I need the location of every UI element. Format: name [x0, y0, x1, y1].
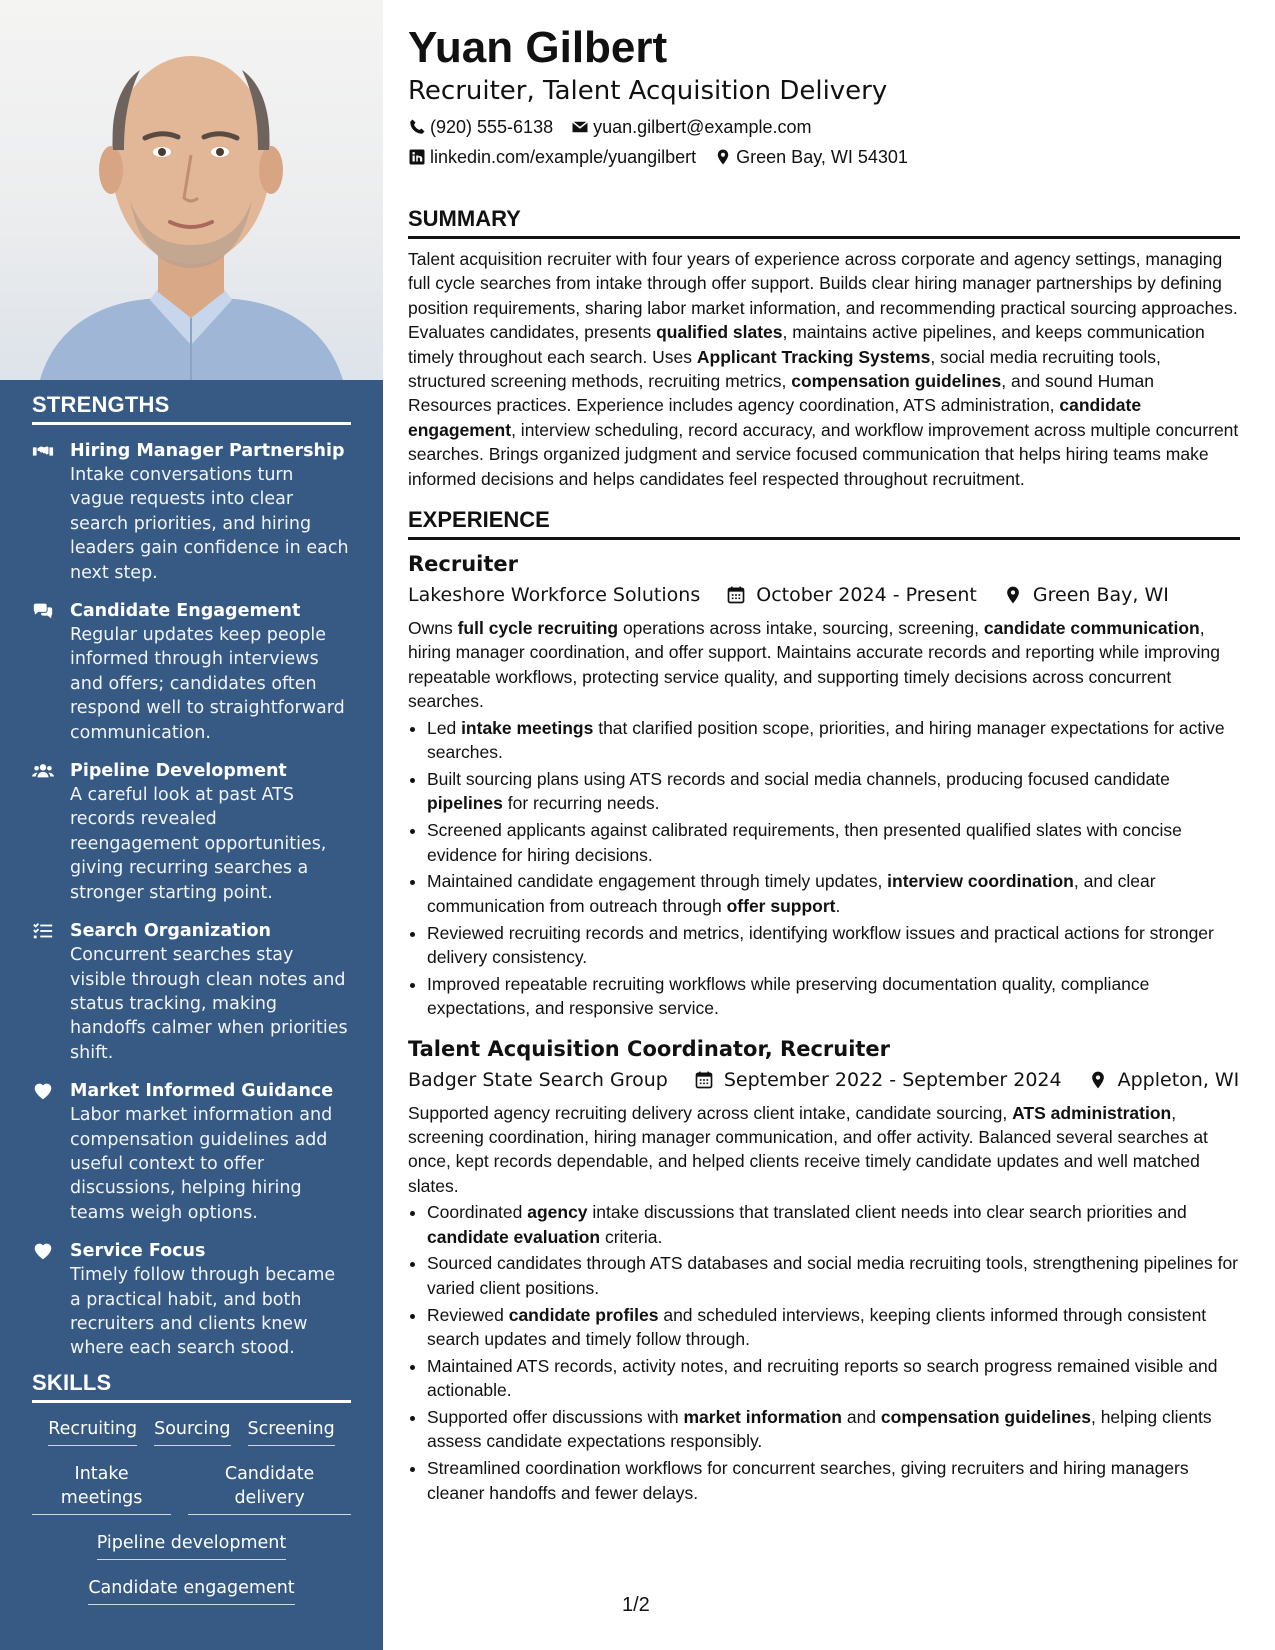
summary-paragraph: Talent acquisition recruiter with four years of experience across corporate and agency settings, managing full cycle searches from intake through offer support. Builds clear hiring manager partnerships by defining position requirements, sharing labor market information, and recommending practical sourcing approaches. Evaluates candidates, presents qualified slates, maintains active pipelines, and keeps communication timely throughout each search. Uses Applicant Tracking Systems, social media recruiting tools, structured screening methods, recruiting metrics, compensation guidelines, and sound Human Resources practices. Experience includes agency coordination, ATS administration, candidate engagement, interview scheduling, record accuracy, and workflow improvement across multiple concurrent searches. Brings organized judgment and service focused communication that helps hiring teams make informed decisions and helps candidates feel respected throughout recruitment.: [408, 249, 1239, 489]
heart-icon: [32, 1240, 54, 1262]
strength-item: [32, 439, 351, 585]
bullet-item: • Maintained ATS records, activity notes, and recruiting reports so search progress remained visible and actionable.: [427, 1354, 1240, 1403]
phone-icon: [408, 118, 426, 136]
strength-item: [32, 759, 351, 905]
bullet-item: • Screened applicants against calibrated requirements, then presented qualified slates with concise evidence for hiring decisions.: [427, 818, 1240, 867]
location-contact: [714, 142, 908, 172]
skill-tag: Candidate engagement: [88, 1576, 294, 1605]
bullet-item: • Streamlined coordination workflows for concurrent searches, giving recruiters and hiring managers cleaner handoffs and fewer delays.: [427, 1456, 1240, 1505]
phone-number: (920) 555-6138: [430, 117, 554, 137]
job-bullets: [408, 716, 1240, 1021]
bullet-item: • Supported offer discussions with market information and compensation guidelines, helping clients assess candidate expectations responsibly.: [427, 1405, 1240, 1454]
company-name: Lakeshore Workforce Solutions: [408, 584, 701, 607]
bullet-item: • Reviewed candidate profiles and scheduled interviews, keeping clients informed through consistent search updates and timely follow through.: [427, 1303, 1240, 1352]
calendar-icon: [726, 585, 746, 605]
bullet-item: • Led intake meetings that clarified position scope, priorities, and hiring manager expectations for active searches.: [427, 716, 1240, 765]
strength-item: [32, 1239, 351, 1361]
job-meta: [408, 580, 1240, 610]
strength-title: Market Informed Guidance: [70, 1081, 334, 1102]
summary-heading: SUMMARY: [408, 205, 1240, 239]
checklist-icon: [32, 920, 54, 942]
experience-heading: EXPERIENCE: [408, 506, 1240, 540]
strength-description: Concurrent searches stay visible through clean notes and status tracking, making handoffs calmer when priorities shift.: [70, 945, 348, 1063]
job-entry: [408, 550, 1240, 1020]
portrait-illustration: [0, 0, 383, 380]
job-dates: October 2024 - Present: [756, 584, 977, 607]
bullet-item: • Improved repeatable recruiting workflows while preserving documentation quality, compliance expectations, and responsive service.: [427, 972, 1240, 1021]
map-pin-icon: [1088, 1070, 1108, 1090]
strengths-heading: STRENGTHS: [32, 392, 351, 425]
strength-item: [32, 1079, 351, 1225]
strength-description: A careful look at past ATS records revealed reengagement opportunities, giving recurring searches a stronger starting point.: [70, 785, 327, 903]
strength-description: Timely follow through became a practical habit, and both recruiters and clients knew where each search stood.: [70, 1265, 336, 1359]
map-pin-icon: [714, 148, 732, 166]
calendar-icon: [694, 1070, 714, 1090]
page-number: 1/2: [622, 1594, 650, 1616]
bullet-item: • Sourced candidates through ATS databases and social media recruiting tools, strengthening pipelines for varied client positions.: [427, 1251, 1240, 1300]
strength-title: Service Focus: [70, 1241, 206, 1262]
job-location: Appleton, WI: [1117, 1068, 1240, 1091]
job-dates: September 2022 - September 2024: [723, 1068, 1062, 1091]
strength-item: [32, 919, 351, 1065]
linkedin-url: linkedin.com/example/yuangilbert: [430, 147, 697, 167]
strength-item: [32, 599, 351, 745]
strength-title: Pipeline Development: [70, 761, 287, 782]
skill-tag: Pipeline development: [97, 1531, 287, 1560]
skills-heading: SKILLS: [32, 1370, 351, 1403]
bullet-item: • Reviewed recruiting records and metrics, identifying workflow issues and practical actions for stronger delivery consistency.: [427, 921, 1240, 970]
bullet-item: • Coordinated agency intake discussions that translated client needs into clear search priorities and candidate evaluation criteria.: [427, 1200, 1240, 1249]
skill-tag: Recruiting: [48, 1417, 137, 1446]
strength-description: Regular updates keep people informed through interviews and offers; candidates often respond well to straightforward communication.: [70, 625, 345, 743]
strength-description: Intake conversations turn vague requests into clear search priorities, and hiring leaders gain confidence in each next step.: [70, 465, 349, 583]
contact-row: [408, 142, 1240, 172]
job-title: Recruiter: [408, 552, 519, 577]
job-title: Talent Acquisition Coordinator, Recruiter: [408, 1036, 891, 1061]
candidate-title: Recruiter, Talent Acquisition Delivery: [408, 76, 888, 106]
main-content: [408, 22, 1240, 1507]
strength-title: Search Organization: [70, 921, 271, 942]
skills-section: [32, 1370, 351, 1621]
bullet-item: • Maintained candidate engagement through timely updates, interview coordination, and clear communication from outreach through offer support.: [427, 869, 1240, 918]
skills-list: [32, 1417, 351, 1605]
strength-title: Candidate Engagement: [70, 601, 301, 622]
job-summary: Owns full cycle recruiting operations across intake, sourcing, screening, candidate communication, hiring manager coordination, and offer support. Maintains accurate records and reporting while improving repeatable workflows, protecting service quality, and supporting timely decisions across concurrent searches.: [408, 618, 1220, 712]
email-contact[interactable]: [571, 112, 811, 142]
email-address: yuan.gilbert@example.com: [593, 117, 812, 137]
sidebar: [0, 0, 383, 1650]
bullet-item: • Built sourcing plans using ATS records and social media channels, producing focused candidate pipelines for recurring needs.: [427, 767, 1240, 816]
linkedin-icon: [408, 148, 426, 166]
chat-bubbles-icon: [32, 600, 54, 622]
job-summary: Supported agency recruiting delivery across client intake, candidate sourcing, ATS administration, screening coordination, hiring manager communication, and offer activity. Balanced several searches at once, kept records dependable, and helped clients receive timely candidate updates and well matched slates.: [408, 1102, 1208, 1196]
contact-row: [408, 112, 1240, 142]
location-text: Green Bay, WI 54301: [736, 147, 908, 167]
company-name: Badger State Search Group: [408, 1068, 668, 1091]
handshake-icon: [32, 440, 54, 462]
job-meta: [408, 1065, 1240, 1095]
users-icon: [32, 760, 54, 782]
map-pin-icon: [1003, 585, 1023, 605]
candidate-name: Yuan Gilbert: [408, 23, 668, 72]
job-entry: [408, 1035, 1240, 1505]
strengths-section: [32, 392, 351, 1375]
strength-description: Labor market information and compensation guidelines add useful context to offer discussions, helping hiring teams weigh options.: [70, 1105, 333, 1223]
skill-tag: Sourcing: [154, 1417, 230, 1446]
heart-icon: [32, 1080, 54, 1102]
profile-photo: [0, 0, 383, 380]
strength-title: Hiring Manager Partnership: [70, 441, 345, 461]
skill-tag: Screening: [248, 1417, 335, 1446]
phone-contact[interactable]: [408, 112, 553, 142]
linkedin-contact[interactable]: [408, 142, 696, 172]
skill-tag: Intake meetings: [32, 1462, 171, 1515]
skill-tag: Candidate delivery: [188, 1462, 351, 1515]
envelope-icon: [571, 118, 589, 136]
job-bullets: [408, 1200, 1240, 1505]
job-location: Green Bay, WI: [1032, 584, 1169, 607]
